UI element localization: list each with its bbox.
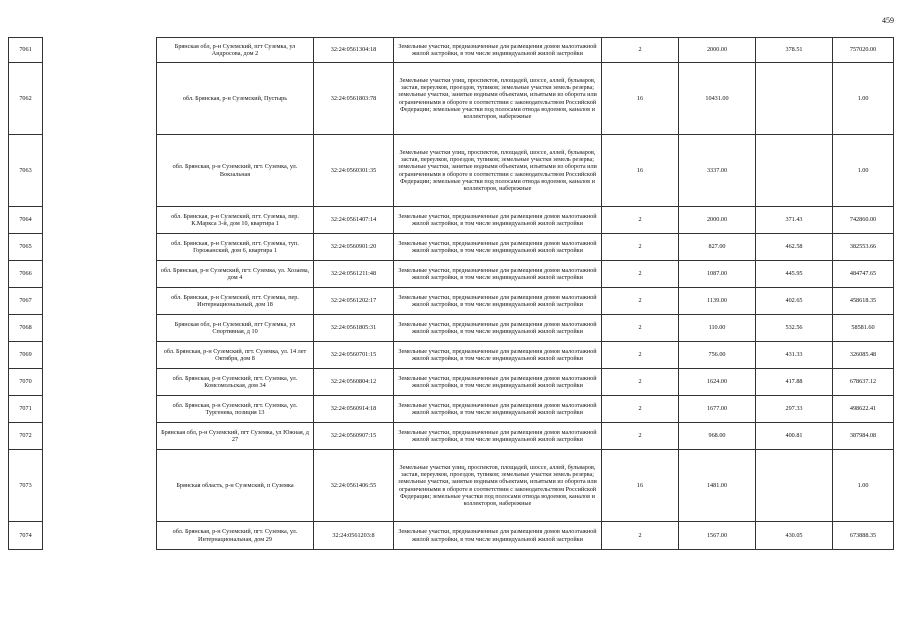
land-use-description-cell: Земельные участки, предназначенные для размещения домов малоэтажной жилой застройки, в том числе индивидуальной жилой застройки xyxy=(394,423,602,450)
area-cell: 3337.00 xyxy=(679,135,756,207)
area-cell: 1624.00 xyxy=(679,369,756,396)
area-cell: 756.00 xyxy=(679,342,756,369)
table-row xyxy=(9,135,894,207)
cadastral-number-cell: 32:24:0560804:12 xyxy=(314,369,394,396)
category-cell: 16 xyxy=(602,450,679,522)
row-number: 7067 xyxy=(9,288,43,315)
address-cell: Брянская обл, р-н Суземский, пгт Суземка, ул Андросова, дом 2 xyxy=(157,38,314,63)
address-cell: обл. Брянская, р-н Суземский, пгт. Суземка, ул. Комсомольская, дом 34 xyxy=(157,369,314,396)
category-cell: 2 xyxy=(602,342,679,369)
category-cell: 16 xyxy=(602,135,679,207)
cadastral-number-cell: 32:24:0561211:48 xyxy=(314,261,394,288)
land-use-description-cell: Земельные участки улиц, проспектов, площадей, шоссе, аллей, бульваров, застав, переулков, проездов, тупиков; земельные участки земель резерва; земельные участки, занятые водными объектами, изъятыми из оборота или ограниченными в обороте в соответствии с законодательством Российской Федерации; земельные участки под полосами отвода водоемов, каналов и коллекторов, набережные xyxy=(394,63,602,135)
address-cell: обл. Брянская, р-н Суземский, пгт. Суземка, ул. Интернациональная, дом 29 xyxy=(157,522,314,550)
table-row xyxy=(9,261,894,288)
category-cell: 2 xyxy=(602,38,679,63)
cadastral-number-cell: 32:24:0560901:20 xyxy=(314,234,394,261)
area-cell: 968.00 xyxy=(679,423,756,450)
spacer-cell xyxy=(43,135,157,207)
cadastral-number-cell: 32:24:0560301:35 xyxy=(314,135,394,207)
category-cell: 2 xyxy=(602,261,679,288)
cadastral-value-cell: 387984.08 xyxy=(833,423,894,450)
cadastral-value-cell: 484747.65 xyxy=(833,261,894,288)
land-use-description-cell: Земельные участки, предназначенные для размещения домов малоэтажной жилой застройки, в том числе индивидуальной жилой застройки xyxy=(394,315,602,342)
spacer-cell xyxy=(43,522,157,550)
address-cell: обл. Брянская, р-н Суземский, пгт. Суземка, пер. К.Маркса 3-й, дом 10, квартира 1 xyxy=(157,207,314,234)
spacer-cell xyxy=(43,207,157,234)
spacer-cell xyxy=(43,38,157,63)
address-cell: Брянская область, р-н Суземский, п Суземка xyxy=(157,450,314,522)
cadastral-number-cell: 32:24:0560907:15 xyxy=(314,423,394,450)
row-number: 7061 xyxy=(9,38,43,63)
address-cell: обл. Брянская, р-н Суземский, пгт. Суземка, пер. Интернациональный, дом 18 xyxy=(157,288,314,315)
land-use-description-cell: Земельные участки, предназначенные для размещения домов малоэтажной жилой застройки, в том числе индивидуальной жилой застройки xyxy=(394,234,602,261)
spacer-cell xyxy=(43,423,157,450)
unit-price-cell: 532.56 xyxy=(756,315,833,342)
unit-price-cell xyxy=(756,135,833,207)
spacer-cell xyxy=(43,342,157,369)
spacer-cell xyxy=(43,234,157,261)
area-cell: 10431.00 xyxy=(679,63,756,135)
unit-price-cell: 378.51 xyxy=(756,38,833,63)
spacer-cell xyxy=(43,63,157,135)
area-cell: 827.00 xyxy=(679,234,756,261)
area-cell: 1481.00 xyxy=(679,450,756,522)
table-row xyxy=(9,423,894,450)
cadastral-number-cell: 32:24:0561803:78 xyxy=(314,63,394,135)
cadastral-number-cell: 32:24:0561406:55 xyxy=(314,450,394,522)
table-row xyxy=(9,38,894,63)
unit-price-cell: 431.33 xyxy=(756,342,833,369)
category-cell: 2 xyxy=(602,207,679,234)
spacer-cell xyxy=(43,288,157,315)
cadastral-number-cell: 32:24:0560701:15 xyxy=(314,342,394,369)
spacer-cell xyxy=(43,261,157,288)
row-number: 7063 xyxy=(9,135,43,207)
land-use-description-cell: Земельные участки улиц, проспектов, площадей, шоссе, аллей, бульваров, застав, переулков, проездов, тупиков; земельные участки земель резерва; земельные участки, занятые водными объектами, изъятыми из оборота или ограниченными в обороте в соответствии с законодательством Российской Федерации; земельные участки под полосами отвода водоемов, каналов и коллекторов, набережные xyxy=(394,135,602,207)
cadastral-number-cell: 32:24:0561203:8 xyxy=(314,522,394,550)
table-row xyxy=(9,522,894,550)
area-cell: 2000.00 xyxy=(679,38,756,63)
cadastral-number-cell: 32:24:0561407:14 xyxy=(314,207,394,234)
unit-price-cell xyxy=(756,450,833,522)
unit-price-cell: 371.43 xyxy=(756,207,833,234)
category-cell: 2 xyxy=(602,288,679,315)
unit-price-cell: 462.58 xyxy=(756,234,833,261)
category-cell: 2 xyxy=(602,234,679,261)
address-cell: обл. Брянская, р-н Суземский, пгт. Суземка, ул. 14 лет Октября, дом 8 xyxy=(157,342,314,369)
area-cell: 1677.00 xyxy=(679,396,756,423)
address-cell: Брянская обл, р-н Суземский, пгт Суземка, ул Спортивная, д 10 xyxy=(157,315,314,342)
unit-price-cell: 417.88 xyxy=(756,369,833,396)
page-number: 459 xyxy=(882,16,894,25)
area-cell: 1087.00 xyxy=(679,261,756,288)
spacer-cell xyxy=(43,396,157,423)
cadastral-value-cell: 458618.35 xyxy=(833,288,894,315)
address-cell: обл. Брянская, р-н Суземский, пгт. Суземка, ул. Вокзальная xyxy=(157,135,314,207)
row-number: 7064 xyxy=(9,207,43,234)
cadastral-value-cell: 58581.60 xyxy=(833,315,894,342)
row-number: 7071 xyxy=(9,396,43,423)
table-row xyxy=(9,288,894,315)
category-cell: 2 xyxy=(602,315,679,342)
land-use-description-cell: Земельные участки, предназначенные для размещения домов малоэтажной жилой застройки, в том числе индивидуальной жилой застройки xyxy=(394,522,602,550)
unit-price-cell: 297.33 xyxy=(756,396,833,423)
spacer-cell xyxy=(43,450,157,522)
cadastral-number-cell: 32:24:0561304:18 xyxy=(314,38,394,63)
row-number: 7072 xyxy=(9,423,43,450)
address-cell: обл. Брянская, р-н Суземский, Пустырь xyxy=(157,63,314,135)
spacer-cell xyxy=(43,315,157,342)
unit-price-cell: 402.65 xyxy=(756,288,833,315)
spacer-cell xyxy=(43,369,157,396)
address-cell: обл. Брянская, р-н Суземский, пгт. Суземка, ул. Тургенева, позиция 13 xyxy=(157,396,314,423)
cadastral-value-cell: 1.00 xyxy=(833,135,894,207)
category-cell: 2 xyxy=(602,396,679,423)
table-row xyxy=(9,342,894,369)
land-use-description-cell: Земельные участки, предназначенные для размещения домов малоэтажной жилой застройки, в том числе индивидуальной жилой застройки xyxy=(394,369,602,396)
cadastral-value-cell: 678637.12 xyxy=(833,369,894,396)
table-row xyxy=(9,450,894,522)
row-number: 7074 xyxy=(9,522,43,550)
category-cell: 2 xyxy=(602,522,679,550)
land-use-description-cell: Земельные участки, предназначенные для размещения домов малоэтажной жилой застройки, в том числе индивидуальной жилой застройки xyxy=(394,342,602,369)
row-number: 7069 xyxy=(9,342,43,369)
table-row xyxy=(9,234,894,261)
cadastral-value-cell: 1.00 xyxy=(833,63,894,135)
row-number: 7068 xyxy=(9,315,43,342)
cadastral-number-cell: 32:24:0561805:31 xyxy=(314,315,394,342)
category-cell: 2 xyxy=(602,423,679,450)
cadastral-value-cell: 498622.41 xyxy=(833,396,894,423)
category-cell: 16 xyxy=(602,63,679,135)
row-number: 7073 xyxy=(9,450,43,522)
unit-price-cell: 400.81 xyxy=(756,423,833,450)
cadastral-value-cell: 382553.66 xyxy=(833,234,894,261)
table-row xyxy=(9,396,894,423)
unit-price-cell xyxy=(756,63,833,135)
category-cell: 2 xyxy=(602,369,679,396)
unit-price-cell: 430.05 xyxy=(756,522,833,550)
area-cell: 1139.00 xyxy=(679,288,756,315)
table-row xyxy=(9,63,894,135)
land-use-description-cell: Земельные участки, предназначенные для размещения домов малоэтажной жилой застройки, в том числе индивидуальной жилой застройки xyxy=(394,207,602,234)
land-use-description-cell: Земельные участки улиц, проспектов, площадей, шоссе, аллей, бульваров, застав, переулков, проездов, тупиков; земельные участки земель резерва; земельные участки, занятые водными объектами, изъятыми из оборота или ограниченными в обороте в соответствии с законодательством Российской Федерации; земельные участки под полосами отвода водоемов, каналов и коллекторов, набережные xyxy=(394,450,602,522)
table-body xyxy=(9,38,894,550)
cadastral-value-cell: 1.00 xyxy=(833,450,894,522)
row-number: 7065 xyxy=(9,234,43,261)
address-cell: обл. Брянская, р-н Суземский, пгт. Суземка, туп. Горожанский, дом 6, квартира 1 xyxy=(157,234,314,261)
row-number: 7070 xyxy=(9,369,43,396)
land-use-description-cell: Земельные участки, предназначенные для размещения домов малоэтажной жилой застройки, в том числе индивидуальной жилой застройки xyxy=(394,288,602,315)
land-use-description-cell: Земельные участки, предназначенные для размещения домов малоэтажной жилой застройки, в том числе индивидуальной жилой застройки xyxy=(394,38,602,63)
land-use-description-cell: Земельные участки, предназначенные для размещения домов малоэтажной жилой застройки, в том числе индивидуальной жилой застройки xyxy=(394,396,602,423)
table-row xyxy=(9,369,894,396)
area-cell: 2000.00 xyxy=(679,207,756,234)
cadastral-number-cell: 32:24:0561202:17 xyxy=(314,288,394,315)
address-cell: обл. Брянская, р-н Суземский, пгт. Суземка, ул. Хозаева, дом 4 xyxy=(157,261,314,288)
table-row xyxy=(9,315,894,342)
cadastral-value-cell: 757020.00 xyxy=(833,38,894,63)
cadastral-number-cell: 32:24:0560914:18 xyxy=(314,396,394,423)
area-cell: 1567.00 xyxy=(679,522,756,550)
table-row xyxy=(9,207,894,234)
unit-price-cell: 445.95 xyxy=(756,261,833,288)
row-number: 7062 xyxy=(9,63,43,135)
land-use-description-cell: Земельные участки, предназначенные для размещения домов малоэтажной жилой застройки, в том числе индивидуальной жилой застройки xyxy=(394,261,602,288)
land-registry-table xyxy=(8,37,894,550)
area-cell: 110.00 xyxy=(679,315,756,342)
cadastral-value-cell: 742860.00 xyxy=(833,207,894,234)
cadastral-value-cell: 326085.48 xyxy=(833,342,894,369)
row-number: 7066 xyxy=(9,261,43,288)
address-cell: Брянская обл, р-н Суземский, пгт Суземка, ул Южная, д 27 xyxy=(157,423,314,450)
cadastral-value-cell: 673888.35 xyxy=(833,522,894,550)
